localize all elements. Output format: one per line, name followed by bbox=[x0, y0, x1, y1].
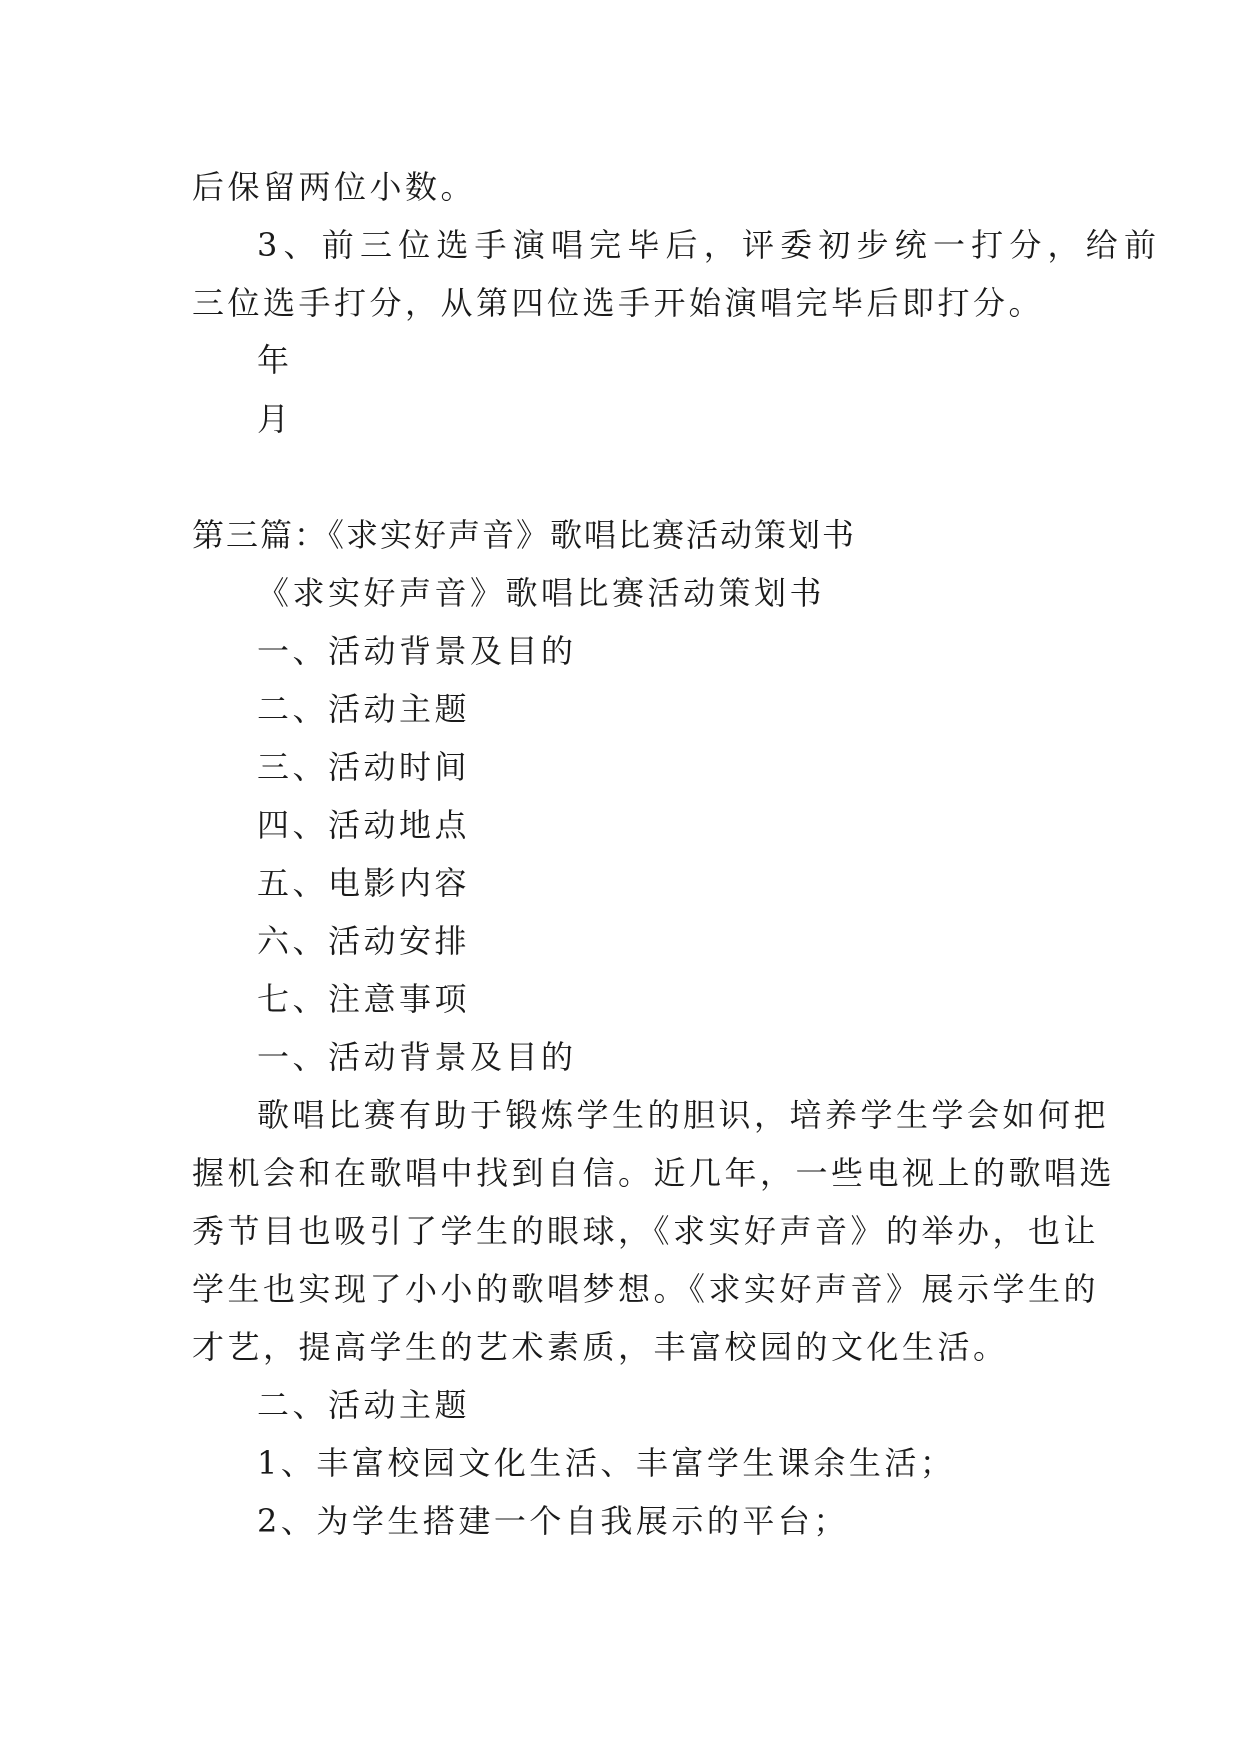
section-heading: 一、活动背景及目的 bbox=[257, 1038, 577, 1076]
paragraph-line: 才艺，提高学生的艺术素质，丰富校园的文化生活。 bbox=[192, 1328, 1009, 1366]
list-item: 1、丰富校园文化生活、丰富学生课余生活； bbox=[257, 1444, 956, 1482]
paragraph-line: 歌唱比赛有助于锻炼学生的胆识，培养学生学会如何把 bbox=[257, 1096, 1110, 1134]
paragraph-line: 三位选手打分，从第四位选手开始演唱完毕后即打分。 bbox=[192, 284, 1045, 322]
outline-item: 一、活动背景及目的 bbox=[257, 632, 577, 670]
paragraph-line: 握机会和在歌唱中找到自信。近几年，一些电视上的歌唱选 bbox=[192, 1154, 1116, 1192]
outline-item: 二、活动主题 bbox=[257, 690, 471, 728]
outline-item: 三、活动时间 bbox=[257, 748, 471, 786]
outline-item: 四、活动地点 bbox=[257, 806, 471, 844]
list-item: 2、为学生搭建一个自我展示的平台； bbox=[257, 1502, 849, 1540]
paragraph-line: 秀节目也吸引了学生的眼球，《求实好声音》的举办，也让 bbox=[192, 1212, 1100, 1250]
section-heading: 第三篇：《求实好声音》歌唱比赛活动策划书 bbox=[192, 516, 857, 554]
paragraph-line: 3、前三位选手演唱完毕后，评委初步统一打分，给前 bbox=[257, 226, 1163, 264]
paragraph-line: 学生也实现了小小的歌唱梦想。《求实好声音》展示学生的 bbox=[192, 1270, 1100, 1308]
date-year-label: 年 bbox=[257, 341, 293, 379]
paragraph-line: 后保留两位小数。 bbox=[192, 168, 477, 206]
outline-item: 五、电影内容 bbox=[257, 864, 471, 902]
date-month-label: 月 bbox=[257, 400, 293, 438]
outline-item: 七、注意事项 bbox=[257, 980, 471, 1018]
document-title: 《求实好声音》歌唱比赛活动策划书 bbox=[257, 574, 826, 612]
outline-item: 六、活动安排 bbox=[257, 922, 471, 960]
section-heading: 二、活动主题 bbox=[257, 1386, 471, 1424]
